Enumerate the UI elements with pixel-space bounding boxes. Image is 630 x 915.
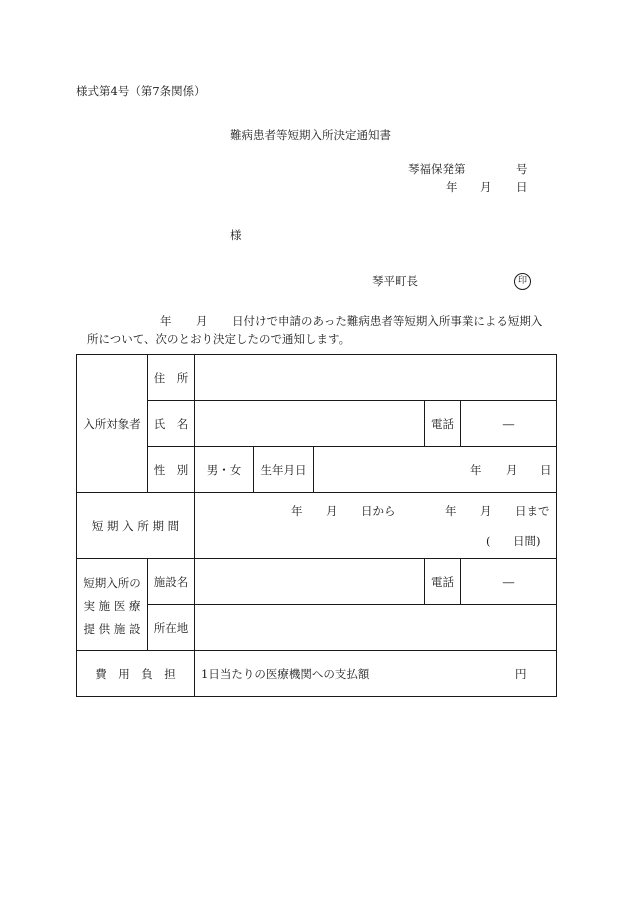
to-year: 年 xyxy=(445,504,457,518)
to-suffix: 日まで xyxy=(515,504,550,518)
to-month: 月 xyxy=(480,504,492,518)
document-title: 難病患者等短期入所決定通知書 xyxy=(230,128,391,142)
doc-number-suffix: 号 xyxy=(516,162,528,176)
body-line-2: 所について、次のとおり決定したので通知します。 xyxy=(87,332,351,346)
cost-label: 費 用 負 担 xyxy=(77,651,195,697)
name-field[interactable] xyxy=(195,401,425,447)
cost-field[interactable] xyxy=(195,651,557,697)
location-row xyxy=(77,605,557,651)
location-field[interactable] xyxy=(195,605,557,651)
from-suffix: 日から xyxy=(361,504,396,518)
birth-day: 日 xyxy=(540,463,552,477)
facility-phone-dash: ― xyxy=(502,574,515,589)
addressee-suffix: 様 xyxy=(230,228,242,242)
period-row xyxy=(77,493,557,559)
address-field[interactable] xyxy=(195,355,557,401)
address-row xyxy=(77,355,557,401)
address-label: 住 所 xyxy=(148,355,195,401)
location-label: 所在地 xyxy=(148,605,195,651)
body-month: 月 xyxy=(196,314,208,328)
cost-unit: 円 xyxy=(515,667,527,681)
facility-name-row xyxy=(77,559,557,605)
name-row xyxy=(77,401,557,447)
date-month: 月 xyxy=(480,180,492,194)
facility-label xyxy=(77,559,148,651)
body-year: 年 xyxy=(160,314,172,328)
issuer-name: 琴平町長 xyxy=(372,274,418,288)
days-open-paren: ( xyxy=(486,534,491,548)
date-day: 日 xyxy=(516,180,528,194)
facility-name-field[interactable] xyxy=(195,559,425,605)
birth-month: 月 xyxy=(506,463,518,477)
facility-name-label: 施設名 xyxy=(148,559,195,605)
facility-phone-label: 電話 xyxy=(425,559,461,605)
birth-date-field[interactable] xyxy=(314,447,557,493)
phone-dash: ― xyxy=(502,416,515,431)
birth-year: 年 xyxy=(470,463,482,477)
sex-label: 性 別 xyxy=(148,447,195,493)
sex-row xyxy=(77,447,557,493)
birth-label: 生年月日 xyxy=(254,447,314,493)
notice-table xyxy=(76,354,557,697)
cost-description: 1日当たりの医療機関への支払額 xyxy=(201,667,370,681)
facility-label-line-3: 提 供 施 設 xyxy=(83,621,141,636)
from-year: 年 xyxy=(291,504,303,518)
doc-number-prefix: 琴福保発第 xyxy=(408,162,466,176)
date-year: 年 xyxy=(446,180,458,194)
facility-phone-field[interactable] xyxy=(461,559,557,605)
name-label: 氏 名 xyxy=(148,401,195,447)
cost-row xyxy=(77,651,557,697)
sex-options[interactable]: 男・女 xyxy=(195,447,254,493)
from-month: 月 xyxy=(326,504,338,518)
subject-label: 入所対象者 xyxy=(77,355,148,493)
facility-label-line-1: 短期入所の xyxy=(83,575,141,590)
facility-label-line-2: 実 施 医 療 xyxy=(83,598,141,613)
form-number: 様式第4号（第7条関係） xyxy=(76,84,206,98)
body-line-1: 日付けで申請のあった難病患者等短期入所事業による短期入 xyxy=(232,314,543,328)
phone-label: 電話 xyxy=(425,401,461,447)
seal-stamp: 印 xyxy=(514,273,531,290)
days-suffix: 日間) xyxy=(513,534,541,548)
phone-field[interactable] xyxy=(461,401,557,447)
period-label: 短 期 入 所 期 間 xyxy=(77,493,195,559)
period-field[interactable] xyxy=(195,493,557,559)
